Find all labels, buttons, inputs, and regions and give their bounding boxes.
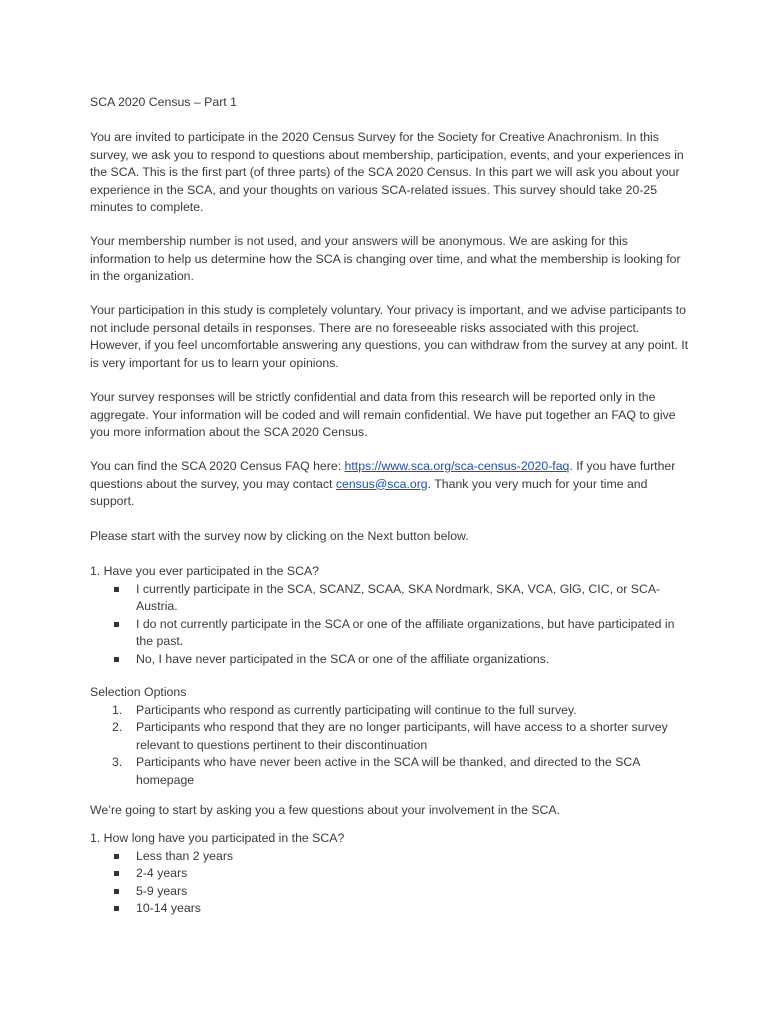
selection-list — [90, 702, 690, 790]
membership-paragraph: Your membership number is not used, and your answers will be anonymous. We are asking for this information to help us determine how the SCA is changing over time, and what the membership is looking for in the organization. — [90, 234, 681, 283]
faq-middle: . If you have further questions about the survey, you may contact — [90, 459, 676, 491]
selection-text: Participants who have never been active in the SCA will be thanked, and directed to the SCA homepage — [136, 755, 640, 787]
faq-paragraph — [90, 458, 690, 511]
selection-heading: Selection Options — [90, 685, 187, 699]
option-item: Less than 2 years — [90, 848, 690, 866]
document-title: SCA 2020 Census – Part 1 — [90, 95, 237, 109]
involvement-intro: We’re going to start by asking you a few questions about your involvement in the SCA. — [90, 803, 561, 817]
option-item: 5-9 years — [90, 883, 690, 901]
option-item: I currently participate in the SCA, SCANZ, SCAA, SKA Nordmark, SKA, VCA, GlG, CIC, or SCA-Austria. — [90, 581, 690, 616]
selection-item — [90, 754, 690, 789]
option-item: No, I have never participated in the SCA or one of the affiliate organizations. — [90, 651, 690, 669]
intro-paragraph: You are invited to participate in the 2020 Census Survey for the Society for Creative Anachronism. In this survey, we ask you to respond to questions about membership, participation, events, and your experiences in the SCA. This is the first part (of three parts) of the SCA 2020 Census. In this part we will ask you about your experience in the SCA, and your thoughts on various SCA-related issues. This survey should take 20-25 minutes to complete. — [90, 130, 684, 214]
selection-text: Participants who respond as currently participating will continue to the full survey. — [136, 702, 577, 717]
faq-suffix: . Thank you very much for your time and support. — [90, 476, 648, 508]
selection-text: Participants who respond that they are no longer participants, will have access to a shorter survey relevant to questions pertinent to their discontinuation — [136, 720, 668, 752]
email-link[interactable]: census@sca.org — [335, 476, 428, 491]
question-2-text: 1. How long have you participated in the SCA? — [90, 831, 345, 845]
question-2-options — [90, 848, 690, 918]
start-instruction: Please start with the survey now by clicking on the Next button below. — [90, 529, 469, 543]
option-item: I do not currently participate in the SCA or one of the affiliate organizations, but have participated in the past. — [90, 616, 690, 651]
selection-item — [90, 702, 690, 720]
option-item: 2-4 years — [90, 865, 690, 883]
question-2 — [90, 830, 690, 918]
faq-prefix: You can find the SCA 2020 Census FAQ here: — [90, 459, 345, 473]
selection-item — [90, 719, 690, 754]
question-1 — [90, 563, 690, 668]
question-1-options — [90, 581, 690, 669]
question-1-text: 1. Have you ever participated in the SCA? — [90, 564, 319, 578]
faq-link[interactable]: https://www.sca.org/sca-census-2020-faq — [344, 459, 570, 473]
voluntary-paragraph: Your participation in this study is completely voluntary. Your privacy is important, and we advise participants to not include personal details in responses. There are no foreseeable risks associated with this project. However, if you feel uncomfortable answering any questions, you can withdraw from the survey at any point. It is very important for us to learn your opinions. — [90, 303, 689, 370]
selection-number: 2. — [112, 720, 123, 734]
selection-number: 3. — [112, 755, 123, 769]
selection-options — [90, 684, 690, 789]
selection-number: 1. — [112, 702, 123, 717]
option-item: 10-14 years — [90, 900, 690, 918]
confidential-paragraph: Your survey responses will be strictly confidential and data from this research will be reported only in the aggregate. Your information will be coded and will remain confidential. We have put together an FAQ to give you more information about the SCA 2020 Census. — [90, 390, 676, 439]
